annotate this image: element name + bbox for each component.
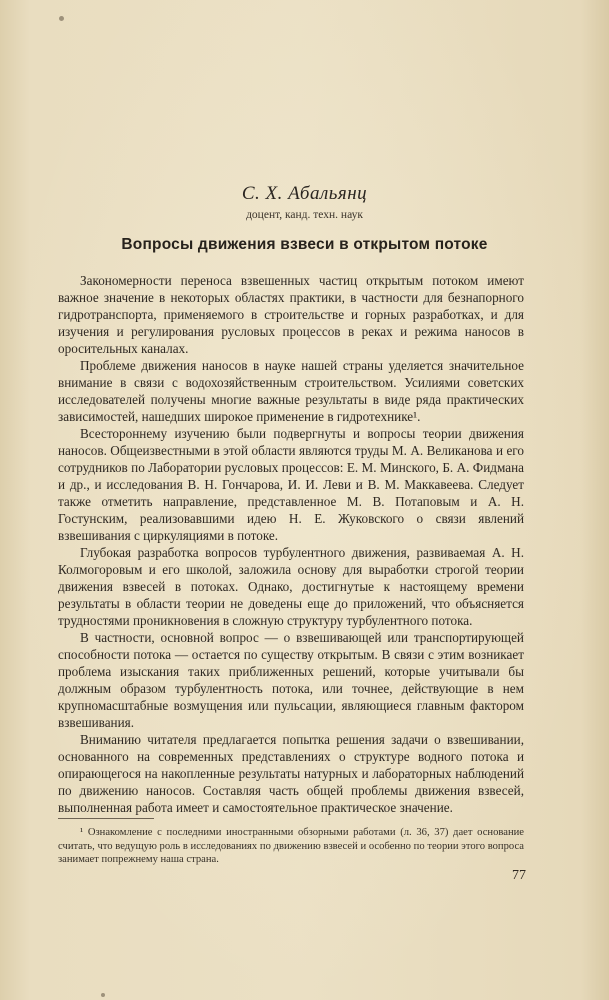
paragraph: Вниманию читателя предлагается попытка решения задачи о взвешивании, основанного на современных представлениях о структуре водного потока и опирающегося на накопленные результаты натурных и лабораторных наблюдений по движению наносов. Составляя часть общей проблемы движения взвесей, выполненная работа имеет и самостоятельное практическое значение. <box>58 732 524 815</box>
paragraph: Проблеме движения наносов в науке нашей страны уделяется значительное внимание в связи с водохозяйственным строительством. Усилиями советских исследователей получены многие важные результаты в виде ряда практических зависимостей, нашедших широкое применение в гидротехнике¹. <box>58 358 524 424</box>
footnote: ¹ Ознакомление с последними иностранными обзорными работами (л. 36, 37) дает основание считать, что ведущую роль в исследованиях по движению взвесей и особенно по теории этого вопроса занимает попрежнему наша страна. <box>58 827 524 865</box>
paper-speck <box>59 16 64 21</box>
paragraph: Всестороннему изучению были подвергнуты и вопросы теории движения наносов. Общеизвестными в этой области являются труды М. А. Великанова и его сотрудников по Лаборатории русловых процессов: Е. М. Минского, Б. А. Фидмана и др., и исследования В. Н. Гончарова, И. И. Леви и В. М. Маккавеева. Следует также отметить направление, представленное М. В. Потаповым и А. Н. Гостунским, реализовавшими идею Н. Е. Жуковского о связи явлений взвешивания с циркуляциями в потоке. <box>58 426 524 543</box>
paper-speck <box>101 993 105 997</box>
paragraph: Глубокая разработка вопросов турбулентного движения, развиваемая А. Н. Колмогоровым и его школой, заложила основу для выработки строгой теории движения взвесей в потоках. Однако, достигнутые к настоящему времени результаты в области теории не доведены еще до приложений, что объясняется трудностями проникновения в сложную структуру турбулентного потока. <box>58 545 524 628</box>
article-body <box>58 272 524 816</box>
paragraph: В частности, основной вопрос — о взвешивающей или транспортирующей способности потока — остается по существу открытым. В связи с этим возникает проблема изыскания таких приближенных решений, которые учитывали бы должным образом турбулентность потока, или точнее, действующие в нем крупномасштабные возмущения или пульсации, являющиеся главным фактором взвешивания. <box>58 630 524 730</box>
paragraph: Закономерности переноса взвешенных частиц открытым потоком имеют важное значение в некоторых областях практики, в частности для безнапорного гидротранспорта, применяемого в строительстве и горных разработках, и для изучения и регулирования русловых процессов в реках и режима наносов в оросительных каналах. <box>58 273 524 356</box>
footnote-divider <box>58 818 154 819</box>
article-title: Вопросы движения взвеси в открытом потоке <box>121 236 488 253</box>
author-name: С. Х. Абальянц <box>241 183 368 204</box>
page-number: 77 <box>512 868 526 883</box>
author-credentials: доцент, канд. техн. наук <box>246 209 363 221</box>
